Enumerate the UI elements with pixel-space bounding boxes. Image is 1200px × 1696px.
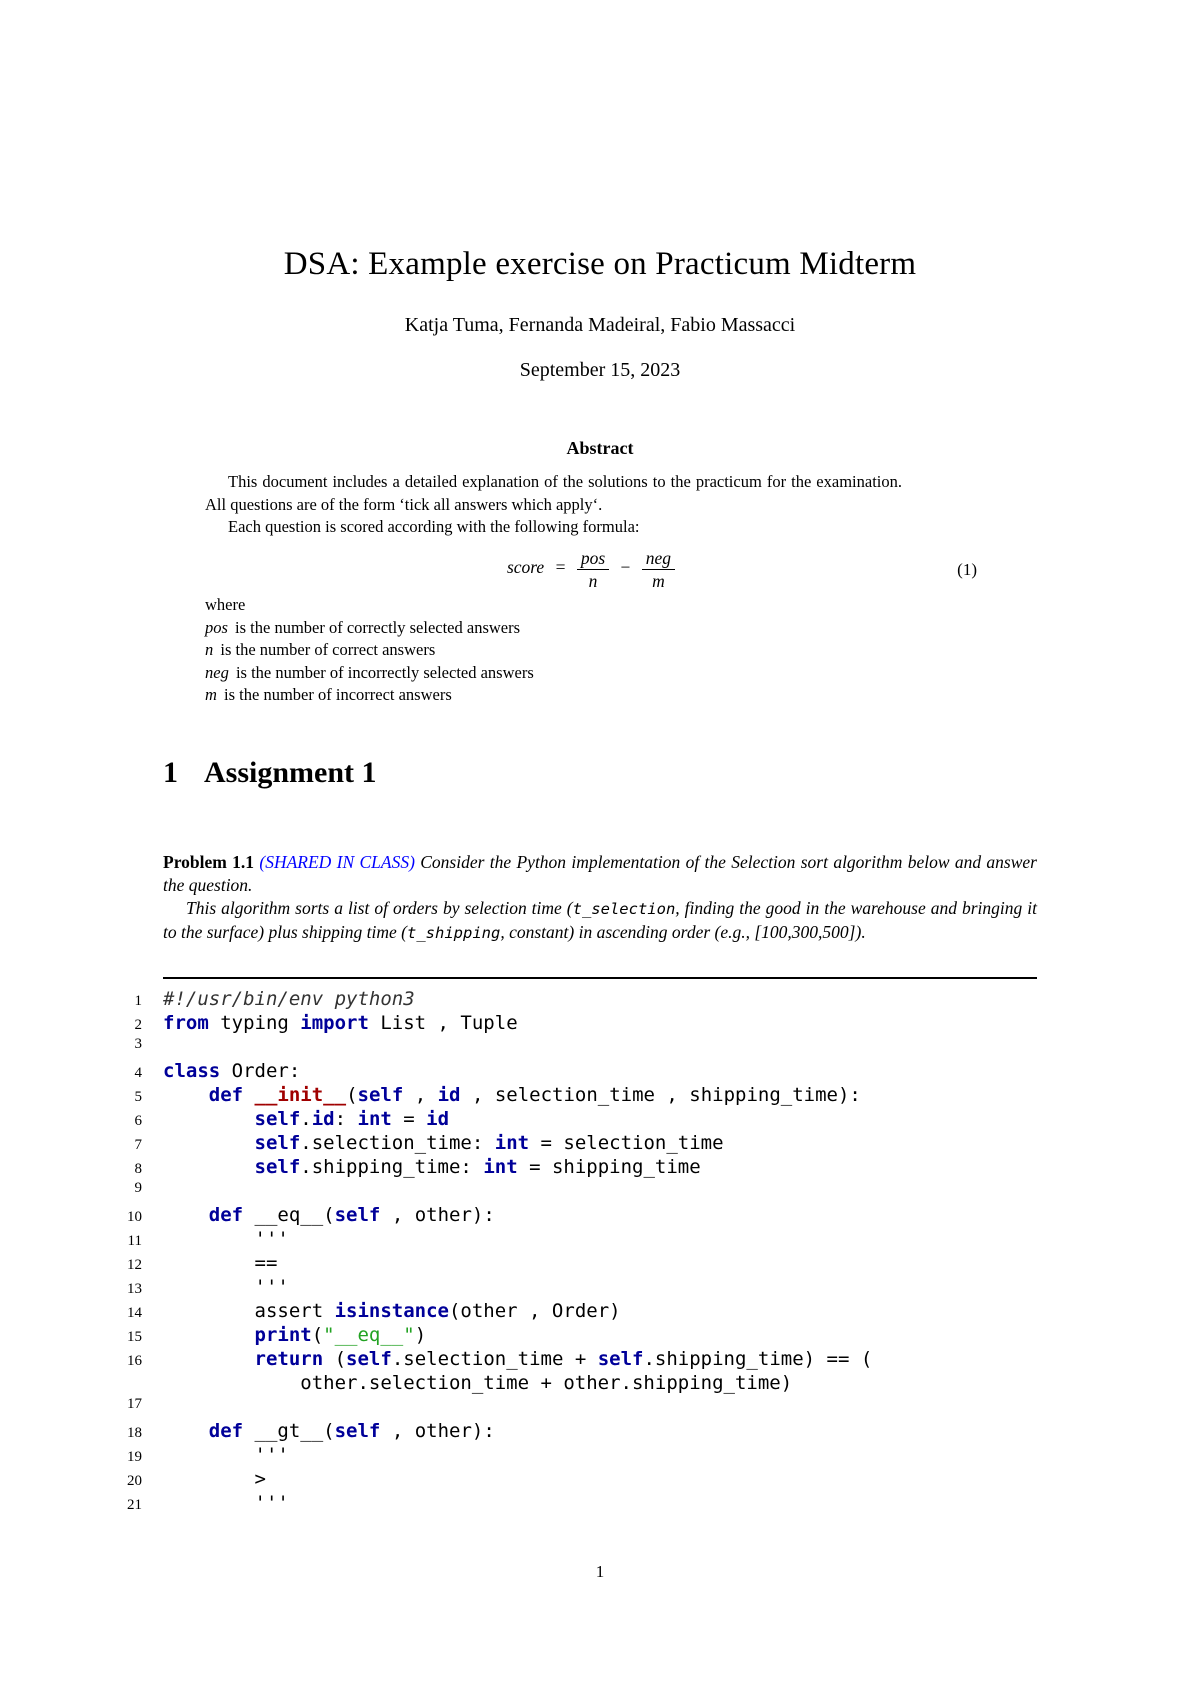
minus-sign: − xyxy=(620,557,631,578)
code-line xyxy=(0,1372,1120,1396)
code-line-text: ''' xyxy=(163,1276,289,1298)
code-line-number: 18 xyxy=(127,1425,142,1441)
where-term: neg xyxy=(205,662,229,682)
equation-body xyxy=(205,544,977,591)
code-line-number: 7 xyxy=(134,1137,142,1153)
problem-text-segment: (SHARED IN CLASS) xyxy=(259,852,415,872)
code-line xyxy=(0,1108,1120,1132)
code-line xyxy=(0,1060,1120,1084)
code-line-number: 16 xyxy=(127,1353,142,1369)
where-term: n xyxy=(205,640,214,660)
page-number: 1 xyxy=(595,1562,605,1581)
score-equation xyxy=(205,544,977,596)
code-line-text: self.id: int = id xyxy=(254,1108,450,1130)
code-line-text: ''' xyxy=(163,1228,289,1250)
where-item: m is the number of incorrect answers xyxy=(205,685,452,705)
code-line-number: 19 xyxy=(127,1449,142,1465)
problem-text-segment: Consider the Python implementation of the Selection sort algorithm below and answer the question. xyxy=(163,852,1037,896)
code-line-number: 8 xyxy=(134,1161,142,1177)
abstract-heading: Abstract xyxy=(566,438,634,458)
code-line xyxy=(0,1252,1120,1276)
code-line-text: self.shipping_time: int = shipping_time xyxy=(254,1156,701,1178)
fraction-numerator: pos xyxy=(577,548,609,570)
code-line-text: ''' xyxy=(163,1492,289,1514)
date-line: September 15, 2023 xyxy=(519,359,681,381)
code-line xyxy=(0,1204,1120,1228)
code-line-text: > xyxy=(163,1468,266,1490)
where-term: pos xyxy=(205,617,228,637)
code-line xyxy=(0,1396,1120,1420)
code-line-number: 13 xyxy=(127,1281,142,1297)
code-line xyxy=(0,1348,1120,1372)
where-list xyxy=(205,617,534,707)
code-line-number: 4 xyxy=(134,1065,142,1081)
code-line-text: class Order: xyxy=(163,1060,301,1082)
code-line-text: return (self.selection_time + self.shipping_time) == ( xyxy=(254,1348,873,1370)
fraction-denominator: n xyxy=(588,571,598,592)
section-title: Assignment 1 xyxy=(204,756,377,789)
where-block xyxy=(205,594,534,707)
where-term: m xyxy=(205,685,217,705)
where-item: neg is the number of incorrectly selected answers xyxy=(205,662,534,682)
code-line xyxy=(0,1036,1120,1060)
problem-text-segment: , finding the good in the warehouse and bringing it to the surface) plus shipping time ( xyxy=(163,898,1037,943)
code-line-text: ''' xyxy=(163,1444,289,1466)
abstract-paragraph-1: This document includes a detailed explanation of the solutions to the practicum for the examination. All questions are of the form ‘tick all answers which apply‘. xyxy=(205,472,902,514)
code-line-number: 17 xyxy=(127,1396,142,1412)
code-line-number: 5 xyxy=(134,1089,142,1105)
authors-line: Katja Tuma, Fernanda Madeiral, Fabio Massacci xyxy=(404,314,796,336)
code-line-number: 15 xyxy=(127,1329,142,1345)
document-title: DSA: Example exercise on Practicum Midterm xyxy=(283,246,917,282)
where-intro: where xyxy=(205,595,246,614)
listing-top-rule xyxy=(163,977,1037,979)
code-line xyxy=(0,1084,1120,1108)
code-line xyxy=(0,1228,1120,1252)
code-line xyxy=(0,1324,1120,1348)
code-line-number: 10 xyxy=(127,1209,142,1225)
code-listing xyxy=(0,988,1120,1516)
equation-lhs: score xyxy=(506,557,545,578)
problem-text-segment: Problem 1.1 xyxy=(163,852,255,872)
fraction-neg-m xyxy=(642,548,675,591)
code-line xyxy=(0,1180,1120,1204)
where-item: n is the number of correct answers xyxy=(205,640,436,660)
code-line xyxy=(0,1276,1120,1300)
code-line-text: other.selection_time + other.shipping_time) xyxy=(163,1372,793,1394)
code-line xyxy=(0,988,1120,1012)
code-line-text: self.selection_time: int = selection_time xyxy=(254,1132,724,1154)
problem-text-segment: This algorithm sorts a list of orders by selection time ( xyxy=(186,898,573,918)
code-line-text: print("__eq__") xyxy=(254,1324,427,1346)
code-line-text: #!/usr/bin/env python3 xyxy=(163,988,415,1010)
code-line xyxy=(0,1300,1120,1324)
code-line xyxy=(0,1444,1120,1468)
code-line-text: assert isinstance(other , Order) xyxy=(163,1300,621,1322)
problem-text-segment: t_selection xyxy=(572,900,676,918)
abstract-body xyxy=(205,471,902,539)
code-line-number: 1 xyxy=(134,993,142,1009)
code-line xyxy=(0,1468,1120,1492)
problem-text-segment: t_shipping xyxy=(407,924,501,943)
code-line-number: 9 xyxy=(134,1180,142,1196)
abstract-paragraph-2: Each question is scored according with the following formula: xyxy=(228,517,640,536)
code-line-number: 21 xyxy=(127,1497,142,1513)
code-line-text: def __init__(self , id , selection_time , shipping_time): xyxy=(208,1084,861,1106)
problem-text-segment: , constant) in ascending order (e.g., [100,300,500]). xyxy=(500,922,866,943)
code-line-text: == xyxy=(163,1252,278,1274)
problem-paragraph-2 xyxy=(163,897,1037,945)
code-line-number: 6 xyxy=(134,1113,142,1129)
code-line-text: def __gt__(self , other): xyxy=(208,1420,495,1442)
code-line-number: 2 xyxy=(134,1017,142,1033)
code-line xyxy=(0,1012,1120,1036)
code-line-number: 11 xyxy=(127,1233,142,1249)
fraction-numerator: neg xyxy=(642,548,675,570)
code-line xyxy=(0,1156,1120,1180)
code-line xyxy=(0,1132,1120,1156)
equals-sign: = xyxy=(555,557,566,578)
code-line-text: from typing import List , Tuple xyxy=(163,1012,518,1034)
code-line xyxy=(0,1420,1120,1444)
section-number: 1 xyxy=(163,756,178,789)
code-line xyxy=(0,1492,1120,1516)
section-heading xyxy=(163,756,377,790)
fraction-denominator: m xyxy=(652,571,665,592)
where-item: pos is the number of correctly selected answers xyxy=(205,617,521,637)
equation-number: (1) xyxy=(957,560,977,579)
problem-paragraph-1 xyxy=(163,851,1037,897)
code-line-number: 20 xyxy=(127,1473,142,1489)
fraction-pos-n xyxy=(577,548,609,591)
code-line-text: def __eq__(self , other): xyxy=(208,1204,495,1226)
code-line-number: 12 xyxy=(127,1257,142,1273)
code-line-number: 14 xyxy=(127,1305,142,1321)
code-line-number: 3 xyxy=(134,1036,142,1052)
